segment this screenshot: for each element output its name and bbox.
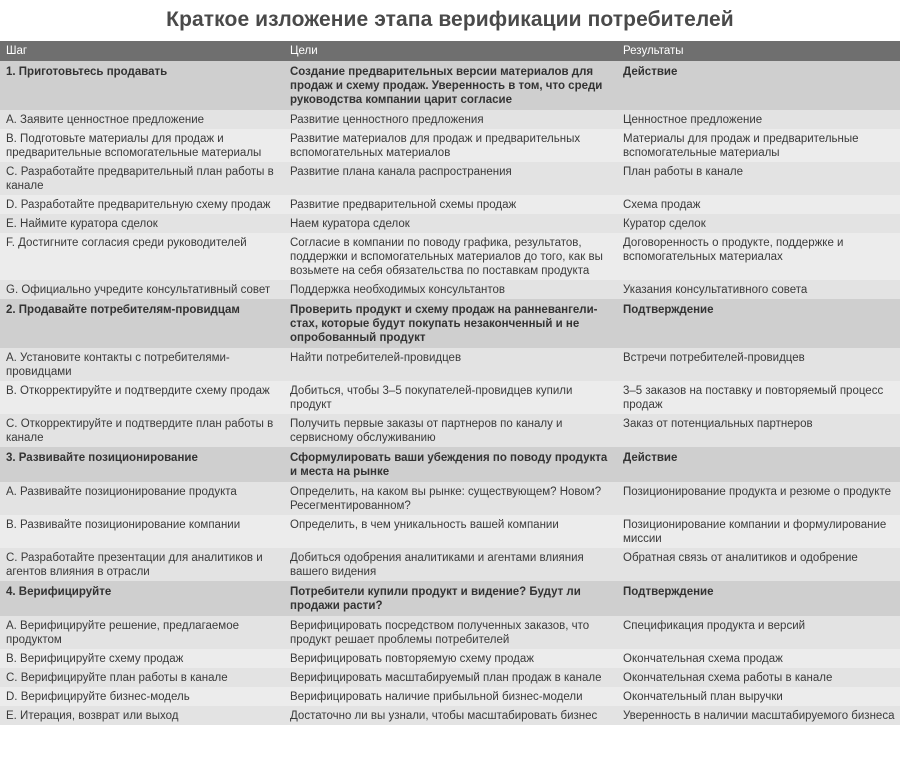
section-header-row bbox=[0, 299, 900, 348]
row-step: C. Разработайте презентации для аналитиков и агентов влияния в отрасли bbox=[0, 548, 285, 581]
table-row bbox=[0, 280, 900, 299]
table-row bbox=[0, 706, 900, 725]
row-goal: Добиться одобрения аналитиками и агентами влияния вашего видения bbox=[285, 548, 618, 581]
row-goal: Найти потребителей-провидцев bbox=[285, 348, 618, 381]
row-result: Окончательный план выручки bbox=[618, 687, 900, 706]
row-goal: Наем куратора сделок bbox=[285, 214, 618, 233]
row-step: B. Откорректируйте и подтвердите схему продаж bbox=[0, 381, 285, 414]
row-result: Окончательная схема работы в канале bbox=[618, 668, 900, 687]
table-row bbox=[0, 195, 900, 214]
row-step: G. Официально учредите консультативный совет bbox=[0, 280, 285, 299]
row-result: Обратная связь от аналитиков и одобрение bbox=[618, 548, 900, 581]
row-step: E. Итерация, возврат или выход bbox=[0, 706, 285, 725]
row-result: Позиционирование продукта и резюме о продукте bbox=[618, 482, 900, 515]
table-row bbox=[0, 381, 900, 414]
row-goal: Верифицировать посредством полученных заказов, что продукт решает проблемы потребителей bbox=[285, 616, 618, 649]
table-row bbox=[0, 214, 900, 233]
table-row bbox=[0, 414, 900, 447]
row-result: Указания консультативного совета bbox=[618, 280, 900, 299]
row-result: Ценностное предложение bbox=[618, 110, 900, 129]
table-row bbox=[0, 162, 900, 195]
row-goal: Верифицировать повторяемую схему продаж bbox=[285, 649, 618, 668]
row-step: B. Верифицируйте схему продаж bbox=[0, 649, 285, 668]
verification-table bbox=[0, 41, 900, 725]
table-row bbox=[0, 668, 900, 687]
row-result: План работы в канале bbox=[618, 162, 900, 195]
row-step: F. Достигните согласия среди руководителей bbox=[0, 233, 285, 280]
section-step: 1. Приготовьтесь продавать bbox=[0, 61, 285, 110]
row-result: Заказ от потенциальных партнеров bbox=[618, 414, 900, 447]
row-step: A. Заявите ценностное предложение bbox=[0, 110, 285, 129]
section-result: Подтверждение bbox=[618, 299, 900, 348]
row-result: Схема продаж bbox=[618, 195, 900, 214]
row-step: B. Развивайте позиционирование компании bbox=[0, 515, 285, 548]
row-goal: Согласие в компании по поводу графика, результатов, поддержки и вспомогательных материалов до того, как вы возьмете на себя обязательства по поставкам продукта bbox=[285, 233, 618, 280]
row-step: A. Установите контакты с потребителями-провидцами bbox=[0, 348, 285, 381]
row-step: B. Подготовьте материалы для продаж и предварительные вспомогательные материалы bbox=[0, 129, 285, 162]
row-result: Уверенность в наличии масштабируемого бизнеса bbox=[618, 706, 900, 725]
row-step: D. Разработайте предварительную схему продаж bbox=[0, 195, 285, 214]
section-result: Действие bbox=[618, 447, 900, 482]
row-result: Окончательная схема продаж bbox=[618, 649, 900, 668]
row-goal: Верифицировать масштабируемый план продаж в канале bbox=[285, 668, 618, 687]
row-goal: Развитие предварительной схемы продаж bbox=[285, 195, 618, 214]
row-goal: Поддержка необходимых консультантов bbox=[285, 280, 618, 299]
row-result: Позиционирование компании и формулирование миссии bbox=[618, 515, 900, 548]
table-row bbox=[0, 348, 900, 381]
row-result: Встречи потребителей-провидцев bbox=[618, 348, 900, 381]
table-row bbox=[0, 616, 900, 649]
table-row bbox=[0, 110, 900, 129]
row-step: A. Верифицируйте решение, предлагаемое продуктом bbox=[0, 616, 285, 649]
section-result: Действие bbox=[618, 61, 900, 110]
table-row bbox=[0, 129, 900, 162]
row-goal: Определить, в чем уникальность вашей компании bbox=[285, 515, 618, 548]
row-goal: Добиться, чтобы 3–5 покупателей-провидцев купили продукт bbox=[285, 381, 618, 414]
table-row bbox=[0, 515, 900, 548]
section-header-row bbox=[0, 581, 900, 616]
section-goal: Сформулировать ваши убеждения по поводу продукта и места на рынке bbox=[285, 447, 618, 482]
row-goal: Развитие ценностного предложения bbox=[285, 110, 618, 129]
row-goal: Достаточно ли вы узнали, чтобы масштабировать бизнес bbox=[285, 706, 618, 725]
row-result: 3–5 заказов на поставку и повторяемый процесс продаж bbox=[618, 381, 900, 414]
table-body bbox=[0, 61, 900, 725]
section-step: 2. Продавайте потребителям-провидцам bbox=[0, 299, 285, 348]
row-step: C. Разработайте предварительный план работы в канале bbox=[0, 162, 285, 195]
row-goal: Верифицировать наличие прибыльной бизнес-модели bbox=[285, 687, 618, 706]
section-step: 4. Верифицируйте bbox=[0, 581, 285, 616]
header-step: Шаг bbox=[0, 41, 285, 61]
section-result: Подтверждение bbox=[618, 581, 900, 616]
row-step: E. Наймите куратора сделок bbox=[0, 214, 285, 233]
table-row bbox=[0, 233, 900, 280]
section-goal: Потребители купили продукт и видение? Будут ли продажи расти? bbox=[285, 581, 618, 616]
section-header-row bbox=[0, 447, 900, 482]
table-row bbox=[0, 687, 900, 706]
section-header-row bbox=[0, 61, 900, 110]
row-goal: Определить, на каком вы рынке: существующем? Новом? Ресегментированном? bbox=[285, 482, 618, 515]
row-result: Договоренность о продукте, поддержке и вспомогательных материалах bbox=[618, 233, 900, 280]
row-result: Куратор сделок bbox=[618, 214, 900, 233]
table-row bbox=[0, 548, 900, 581]
table-header-row bbox=[0, 41, 900, 61]
row-step: C. Верифицируйте план работы в канале bbox=[0, 668, 285, 687]
row-step: A. Развивайте позиционирование продукта bbox=[0, 482, 285, 515]
header-goals: Цели bbox=[285, 41, 618, 61]
section-step: 3. Развивайте позиционирование bbox=[0, 447, 285, 482]
row-goal: Развитие плана канала распространения bbox=[285, 162, 618, 195]
section-goal: Проверить продукт и схему продаж на ранневангелистах, которые будут покупать незаконченный и не опробованный продукт bbox=[285, 299, 618, 348]
row-step: D. Верифицируйте бизнес-модель bbox=[0, 687, 285, 706]
table-row bbox=[0, 649, 900, 668]
row-goal: Развитие материалов для продаж и предварительных вспомогательных материалов bbox=[285, 129, 618, 162]
page-title: Краткое изложение этапа верификации потребителей bbox=[166, 8, 734, 31]
row-result: Материалы для продаж и предварительные вспомогательные материалы bbox=[618, 129, 900, 162]
header-results: Результаты bbox=[618, 41, 900, 61]
row-goal: Получить первые заказы от партнеров по каналу и сервисному обслуживанию bbox=[285, 414, 618, 447]
table-row bbox=[0, 482, 900, 515]
section-goal: Создание предварительных версии материалов для продаж и схему продаж. Уверенность в том, что среди руководства компании царит согласие bbox=[285, 61, 618, 110]
row-step: C. Откорректируйте и подтвердите план работы в канале bbox=[0, 414, 285, 447]
row-result: Спецификация продукта и версий bbox=[618, 616, 900, 649]
